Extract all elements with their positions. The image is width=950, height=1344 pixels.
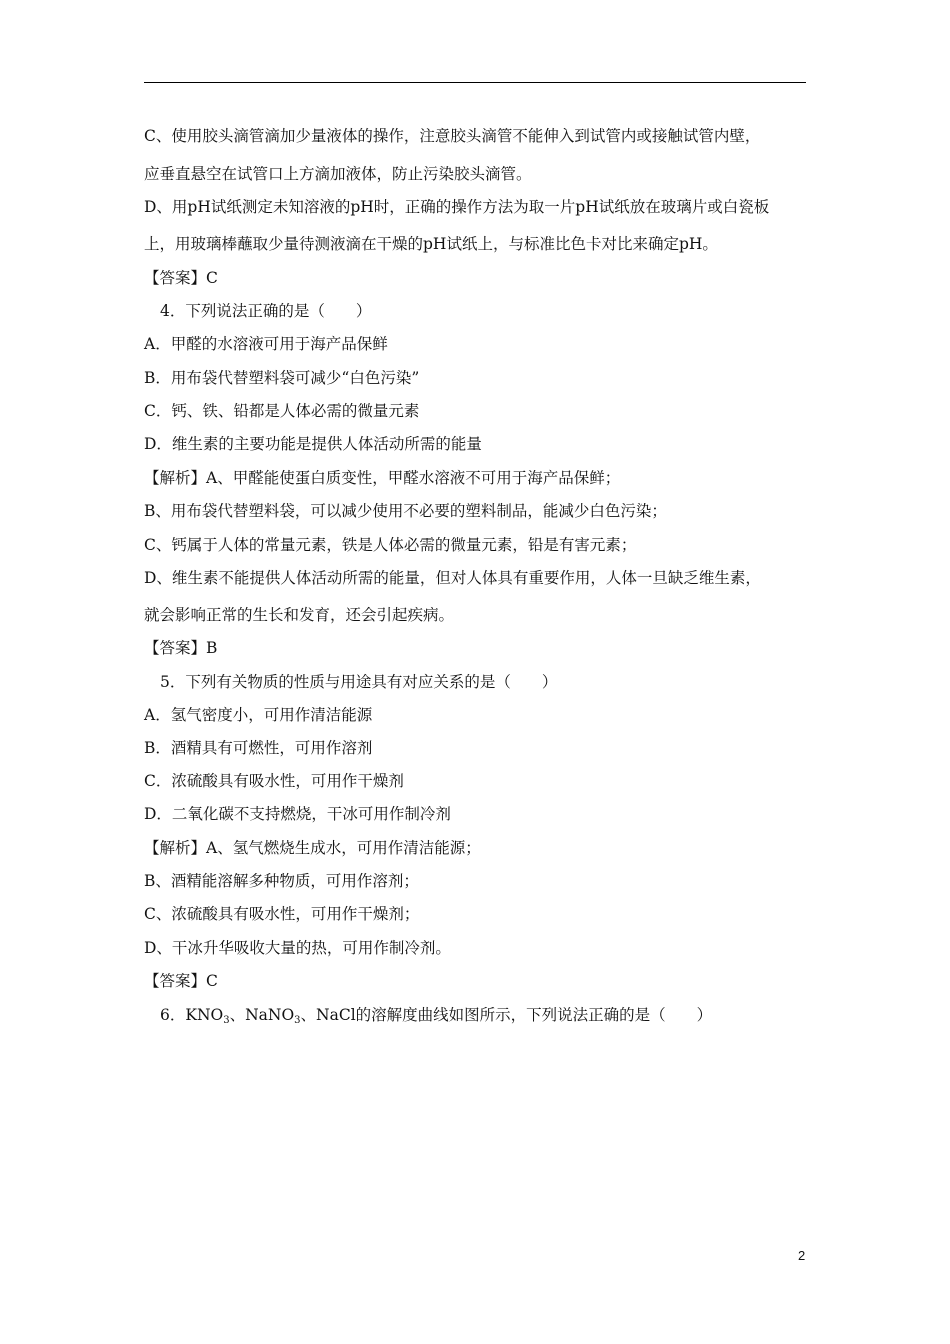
text-line: C、使用胶头滴管滴加少量液体的操作，注意胶头滴管不能伸入到试管内或接触试管内壁， xyxy=(144,127,761,145)
analysis-line: 【解析】A、氢气燃烧生成水，可用作清洁能源； xyxy=(144,839,481,857)
text-line: 应垂直悬空在试管口上方滴加液体，防止污染胶头滴管。 xyxy=(144,165,532,183)
analysis-line: 【解析】A、甲醛能使蛋白质变性，甲醛水溶液不可用于海产品保鲜； xyxy=(144,469,621,487)
option-a: A．氢气密度小，可用作清洁能源 xyxy=(144,706,373,724)
option-b: B．酒精具有可燃性，可用作溶剂 xyxy=(144,739,373,757)
option-c: C．浓硫酸具有吸水性，可用作干燥剂 xyxy=(144,772,404,790)
answer-line: 【答案】C xyxy=(144,972,218,990)
analysis-line: C、钙属于人体的常量元素，铁是人体必需的微量元素，铅是有害元素； xyxy=(144,536,637,554)
option-c: C．钙、铁、铅都是人体必需的微量元素 xyxy=(144,402,420,420)
option-d: D．二氧化碳不支持燃烧，干冰可用作制冷剂 xyxy=(144,805,451,823)
answer-line: 【答案】B xyxy=(144,639,218,657)
question-5-stem: 5．下列有关物质的性质与用途具有对应关系的是（ ） xyxy=(160,673,558,691)
option-a: A．甲醛的水溶液可用于海产品保鲜 xyxy=(144,335,388,353)
option-d: D．维生素的主要功能是提供人体活动所需的能量 xyxy=(144,435,482,453)
page-number: 2 xyxy=(798,1248,806,1263)
text-line: 上，用玻璃棒蘸取少量待测液滴在干燥的pH试纸上，与标准比色卡对比来确定pH。 xyxy=(144,235,718,253)
question-6-stem xyxy=(160,1005,712,1025)
q6-text: 、NaCl的溶解度曲线如图所示，下列说法正确的是（ ） xyxy=(300,1006,713,1024)
analysis-line: D、干冰升华吸收大量的热，可用作制冷剂。 xyxy=(144,939,451,957)
option-b: B．用布袋代替塑料袋可减少“白色污染” xyxy=(144,369,420,387)
analysis-line: D、维生素不能提供人体活动所需的能量，但对人体具有重要作用，人体一旦缺乏维生素， xyxy=(144,569,761,587)
q6-subscript: 3 xyxy=(223,1015,230,1026)
q6-prefix: 6．KNO xyxy=(160,1006,224,1024)
answer-line: 【答案】C xyxy=(144,269,218,287)
analysis-line: 就会影响正常的生长和发育，还会引起疾病。 xyxy=(144,606,455,624)
q6-text: 、NaNO xyxy=(229,1006,295,1024)
text-line: D、用pH试纸测定未知溶液的pH时，正确的操作方法为取一片pH试纸放在玻璃片或白瓷板 xyxy=(144,198,770,216)
q6-subscript: 3 xyxy=(294,1015,301,1026)
analysis-line: C、浓硫酸具有吸水性，可用作干燥剂； xyxy=(144,905,420,923)
analysis-line: B、用布袋代替塑料袋，可以减少使用不必要的塑料制品，能减少白色污染； xyxy=(144,502,667,520)
question-4-stem: 4．下列说法正确的是（ ） xyxy=(160,302,372,320)
analysis-line: B、酒精能溶解多种物质，可用作溶剂； xyxy=(144,872,419,890)
header-rule xyxy=(144,82,806,83)
